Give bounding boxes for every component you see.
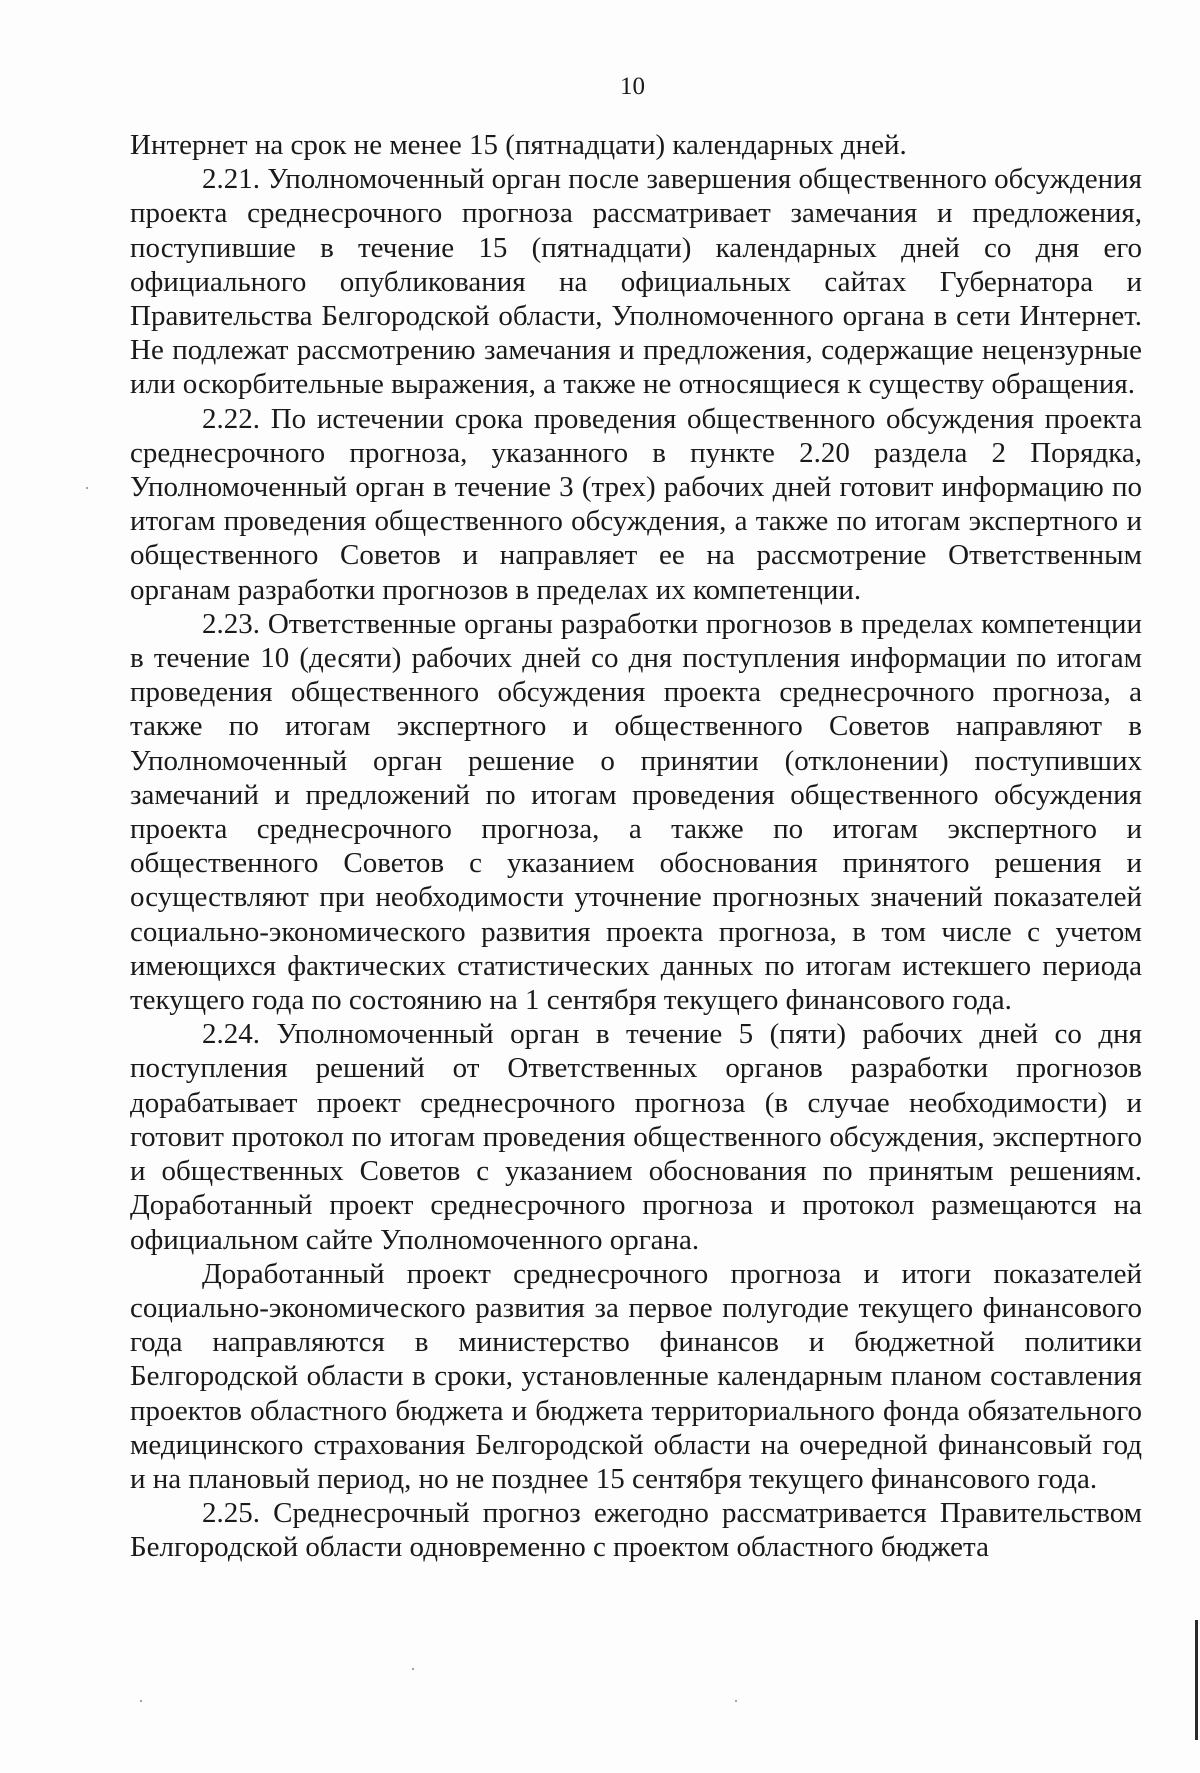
scan-edge-mark <box>1195 1620 1198 1740</box>
paragraph-2-21: 2.21. Уполномоченный орган после завершения общественного обсуждения проекта среднесрочного прогноза рассматривает замечания и предложения, поступившие в течение 15 (пятнадцати) календарных дней со дня его официального опубликования на официальных сайтах Губернатора и Правительства Белгородской области, Уполномоченного органа в сети Интернет. Не подлежат рассмотрению замечания и предложения, содержащие нецензурные или оскорбительные выражения, а также не относящиеся к существу обращения. <box>130 163 1142 401</box>
paragraph-2-24: 2.24. Уполномоченный орган в течение 5 (пяти) рабочих дней со дня поступления решений от Ответственных органов разработки прогнозов дорабатывает проект среднесрочного прогноза (в случае необходимости) и готовит протокол по итогам проведения общественного обсуждения, экспертного и общественных Советов с указанием обоснования по принятым решениям. Доработанный проект среднесрочного прогноза и протокол размещаются на официальном сайте Уполномоченного органа. <box>130 1018 1142 1256</box>
paragraph-2-25: 2.25. Среднесрочный прогноз ежегодно рассматривается Правительством Белгородской области одновременно с проектом областного бюджета <box>130 1497 1142 1564</box>
page-number: 10 <box>620 73 645 100</box>
document-body <box>130 128 1142 1565</box>
scan-artifact <box>412 1668 414 1670</box>
scan-artifact <box>86 487 88 489</box>
paragraph-reworked-project: Доработанный проект среднесрочного прогноза и итоги показателей социально-экономического развития за первое полугодие текущего финансового года направляются в министерство финансов и бюджетной политики Белгородской области в сроки, установленные календарным планом составления проектов областного бюджета и бюджета территориального фонда обязательного медицинского страхования Белгородской области на очередной финансовый год и на плановый период, но не позднее 15 сентября текущего финансового года. <box>130 1257 1142 1495</box>
paragraph-2-23: 2.23. Ответственные органы разработки прогнозов в пределах компетенции в течение 10 (десяти) рабочих дней со дня поступления информации по итогам проведения общественного обсуждения проекта среднесрочного прогноза, а также по итогам экспертного и общественного Советов направляют в Уполномоченный орган решение о принятии (отклонении) поступивших замечаний и предложений по итогам проведения общественного обсуждения проекта среднесрочного прогноза, а также по итогам экспертного и общественного Советов с указанием обоснования принятого решения и осуществляют при необходимости уточнение прогнозных значений показателей социально-экономического развития проекта прогноза, в том числе с учетом имеющихся фактических статистических данных по итогам истекшего периода текущего года по состоянию на 1 сентября текущего финансового года. <box>130 607 1142 1017</box>
paragraph-2-22: 2.22. По истечении срока проведения общественного обсуждения проекта среднесрочного прогноза, указанного в пункте 2.20 раздела 2 Порядка, Уполномоченный орган в течение 3 (трех) рабочих дней готовит информацию по итогам проведения общественного обсуждения, а также по итогам экспертного и общественного Советов и направляет ее на рассмотрение Ответственным органам разработки прогнозов в пределах их компетенции. <box>130 402 1142 606</box>
scan-artifact <box>735 1700 737 1702</box>
paragraph-continuation: Интернет на срок не менее 15 (пятнадцати) календарных дней. <box>130 129 907 161</box>
scan-artifact <box>140 1700 142 1702</box>
